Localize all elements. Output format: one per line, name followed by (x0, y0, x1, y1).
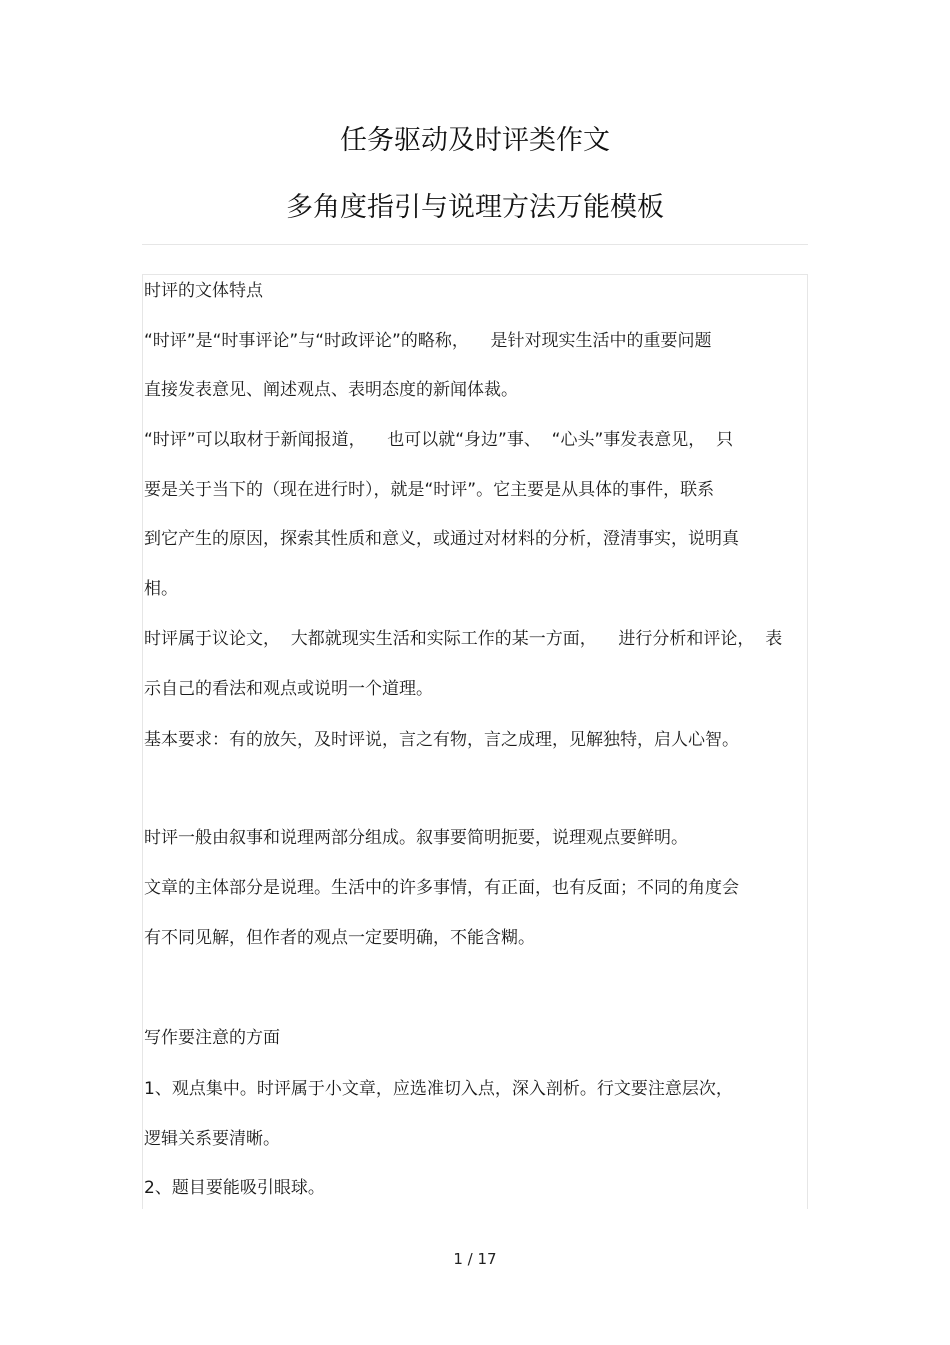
paragraph-line: 时评一般由叙事和说理两部分组成。叙事要简明扼要，说理观点要鲜明。 (144, 828, 688, 848)
paragraph-line: 逻辑关系要清晰。 (144, 1129, 280, 1149)
paragraph-line: 有不同见解，但作者的观点一定要明确，不能含糊。 (144, 928, 535, 948)
paragraph-line: 直接发表意见、阐述观点、表明态度的新闻体裁。 (144, 380, 518, 400)
paragraph-line: 文章的主体部分是说理。生活中的许多事情，有正面，也有反面；不同的角度会 (144, 878, 739, 898)
paragraph-line: “时评”可以取材于新闻报道， 也可以就“身边”事、 “心头”事发表意见， 只 (144, 430, 734, 450)
paragraph-line: 时评属于议论文， 大都就现实生活和实际工作的某一方面， 进行分析和评论， 表 (144, 629, 783, 649)
page-number: 1 / 17 (453, 1250, 497, 1268)
paragraph-line: 要是关于当下的（现在进行时），就是“时评”。它主要是从具体的事件，联系 (144, 480, 715, 500)
paragraph-line: 到它产生的原因，探索其性质和意义，或通过对材料的分析，澄清事实，说明真 (144, 529, 739, 549)
paragraph-line: 示自己的看法和观点或说明一个道理。 (144, 679, 433, 699)
header-divider (142, 244, 808, 245)
paragraph-line: 2、题目要能吸引眼球。 (144, 1178, 325, 1198)
paragraph-line: 基本要求：有的放矢，及时评说，言之有物，言之成理，见解独特，启人心智。 (144, 730, 739, 750)
section-heading-writing-notes: 写作要注意的方面 (144, 1028, 280, 1048)
section-heading-features: 时评的文体特点 (144, 281, 263, 301)
paragraph-line: 1、观点集中。时评属于小文章，应选准切入点，深入剖析。行文要注意层次， (144, 1079, 733, 1099)
paragraph-line: 相。 (144, 579, 178, 599)
paragraph-line: “时评”是“时事评论”与“时政评论”的略称， 是针对现实生活中的重要问题 (144, 331, 712, 351)
document-title-line-2: 多角度指引与说理方法万能模板 (286, 192, 664, 223)
document-title-line-1: 任务驱动及时评类作文 (340, 125, 610, 156)
